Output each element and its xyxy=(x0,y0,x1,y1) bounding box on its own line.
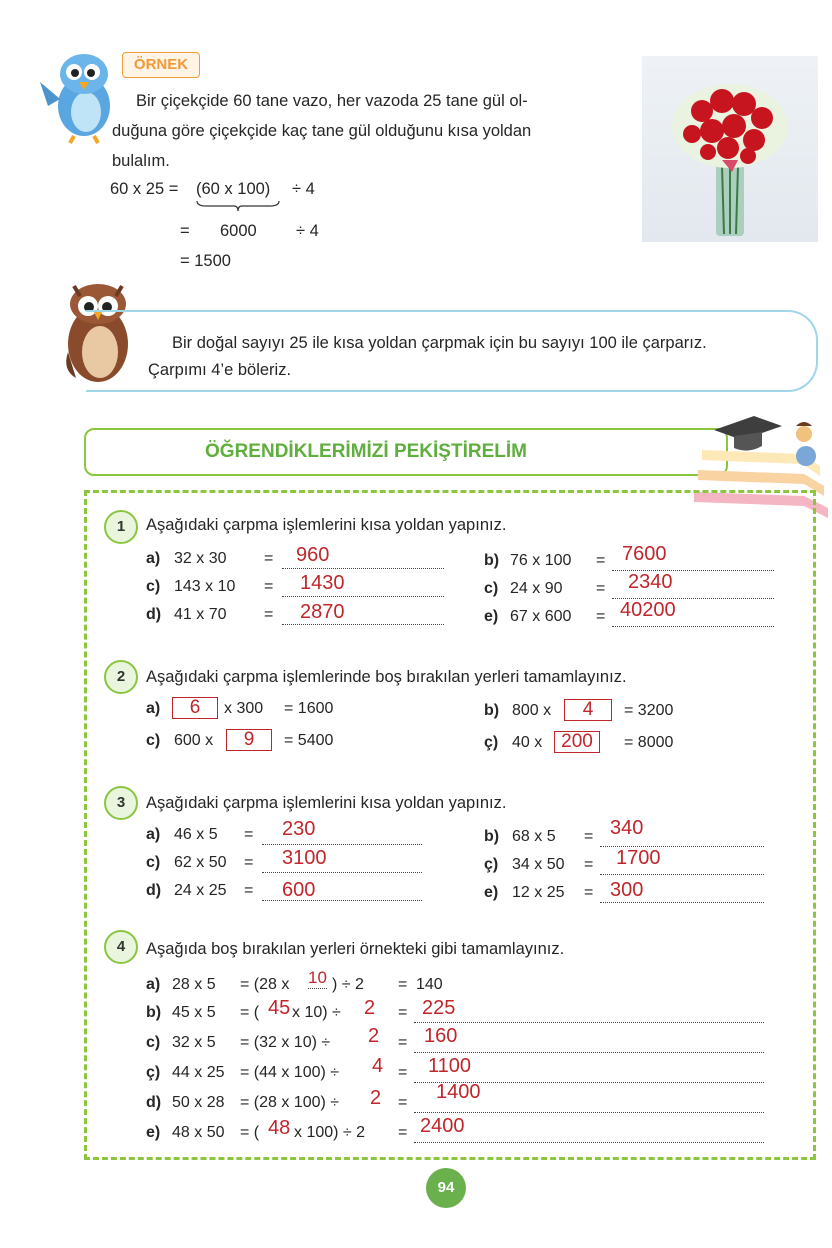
item-expr: 50 x 28 xyxy=(172,1094,225,1111)
blank-fill: 10 xyxy=(308,968,327,987)
answer: 40200 xyxy=(620,599,676,621)
item-expr: 67 x 600 xyxy=(510,608,572,625)
example-text-line: Bir çiçekçide 60 tane vazo, her vazoda 25 tane gül ol- xyxy=(136,92,528,110)
item-eq: = xyxy=(398,976,408,993)
answer: 7600 xyxy=(622,543,667,565)
item-step: = (44 x 100) ÷ xyxy=(240,1064,340,1081)
item-label: c) xyxy=(146,854,161,871)
underbrace xyxy=(196,200,280,212)
item-label: c) xyxy=(146,1034,161,1051)
answer: 2340 xyxy=(628,571,673,593)
item-eq: = xyxy=(264,550,274,567)
item-label: d) xyxy=(146,606,162,623)
item-eq: = xyxy=(584,856,594,873)
item-label: a) xyxy=(146,976,161,993)
item-label: b) xyxy=(484,552,500,569)
flower-vase-photo xyxy=(642,56,818,242)
item-label: c) xyxy=(146,578,161,595)
item-label: e) xyxy=(146,1124,161,1141)
item-label: e) xyxy=(484,884,499,901)
item-expr: 48 x 50 xyxy=(172,1124,225,1141)
item-expr: x 300 xyxy=(224,700,264,717)
answer-line xyxy=(414,1124,764,1143)
item-expr: 41 x 70 xyxy=(174,606,227,623)
answer: 230 xyxy=(282,818,316,840)
item-step: = ( xyxy=(240,1124,260,1141)
example-text-line: bulalım. xyxy=(112,152,170,170)
item-expr: 32 x 5 xyxy=(172,1034,216,1051)
calc-div: ÷ 4 xyxy=(296,222,319,240)
answer-box: 9 xyxy=(226,729,272,751)
answer: 3100 xyxy=(282,847,327,869)
answer-line xyxy=(414,1034,764,1053)
example-badge xyxy=(122,52,200,78)
item-label: ç) xyxy=(484,734,499,751)
item-expr: 45 x 5 xyxy=(172,1004,216,1021)
item-result: = 8000 xyxy=(624,734,674,751)
answer-box: 4 xyxy=(564,699,612,721)
tip-line: Bir doğal sayıyı 25 ile kısa yoldan çarpmak için bu sayıyı 100 ile çarparız. xyxy=(172,334,707,352)
item-label: b) xyxy=(146,1004,162,1021)
question-2-number: 2 xyxy=(104,660,138,694)
answer: 1430 xyxy=(300,572,345,594)
page-number: 94 xyxy=(437,1179,455,1196)
item-step: = (32 x 10) ÷ xyxy=(240,1034,331,1051)
item-expr: 12 x 25 xyxy=(512,884,565,901)
item-label: b) xyxy=(484,828,500,845)
item-step: = ( xyxy=(240,1004,260,1021)
section-title: ÖĞRENDİKLERİMİZİ PEKİŞTİRELİM xyxy=(205,441,527,462)
item-expr: 24 x 25 xyxy=(174,882,227,899)
item-label: c) xyxy=(484,580,499,597)
answer: 1100 xyxy=(428,1055,472,1077)
item-expr: 32 x 30 xyxy=(174,550,227,567)
question-3-prompt: Aşağıdaki çarpma işlemlerini kısa yoldan yapınız. xyxy=(146,794,507,812)
calc-group: (60 x 100) xyxy=(196,180,271,198)
item-step: ) ÷ 2 xyxy=(332,976,364,993)
answer-box: 200 xyxy=(554,731,600,753)
item-eq: = xyxy=(244,882,254,899)
answer: 340 xyxy=(610,817,644,839)
question-4-prompt: Aşağıda boş bırakılan yerleri örnekteki gibi tamamlayınız. xyxy=(146,940,565,958)
item-expr: 40 x xyxy=(512,734,543,751)
item-eq: = xyxy=(596,608,606,625)
item-result: = 3200 xyxy=(624,702,674,719)
blank-fill: 2 xyxy=(368,1025,380,1047)
item-step: x 10) ÷ xyxy=(292,1004,341,1021)
item-step: x 100) ÷ 2 xyxy=(294,1124,366,1141)
item-expr: 800 x xyxy=(512,702,552,719)
answer-box: 6 xyxy=(172,697,218,719)
item-result: = 5400 xyxy=(284,732,334,749)
item-eq: = xyxy=(264,606,274,623)
item-expr: 44 x 25 xyxy=(172,1064,225,1081)
blank-fill: 2 xyxy=(364,997,376,1019)
item-eq: = xyxy=(398,1124,408,1141)
item-expr: 28 x 5 xyxy=(172,976,216,993)
item-label: c) xyxy=(146,732,161,749)
item-result: = 1600 xyxy=(284,700,334,717)
item-eq: = xyxy=(596,552,606,569)
item-eq: = xyxy=(244,854,254,871)
bird-illustration xyxy=(34,44,124,144)
item-eq: = xyxy=(264,578,274,595)
item-label: b) xyxy=(484,702,500,719)
item-eq: = xyxy=(398,1034,408,1051)
item-expr: 600 x xyxy=(174,732,214,749)
answer: 960 xyxy=(296,544,330,566)
item-expr: 143 x 10 xyxy=(174,578,236,595)
item-eq: = xyxy=(398,1064,408,1081)
answer: 160 xyxy=(424,1025,458,1047)
calc-right: ÷ 4 xyxy=(292,180,315,198)
answer-line xyxy=(414,1004,764,1023)
question-3-number: 3 xyxy=(104,786,138,820)
answer: 1700 xyxy=(616,847,661,869)
item-eq: = xyxy=(584,884,594,901)
item-eq: = xyxy=(398,1004,408,1021)
item-expr: 62 x 50 xyxy=(174,854,227,871)
answer: 225 xyxy=(422,997,456,1019)
answer: 2870 xyxy=(300,601,345,623)
tip-text xyxy=(148,330,818,384)
question-4-number: 4 xyxy=(104,930,138,964)
question-1-number: 1 xyxy=(104,510,138,544)
item-label: a) xyxy=(146,550,161,567)
item-expr: 68 x 5 xyxy=(512,828,556,845)
blank-fill: 45 xyxy=(268,997,291,1019)
item-step: = (28 x 100) ÷ xyxy=(240,1094,340,1111)
item-expr: 76 x 100 xyxy=(510,552,572,569)
calc-result: = 1500 xyxy=(180,252,231,270)
item-expr: 34 x 50 xyxy=(512,856,565,873)
blank-fill: 48 xyxy=(268,1117,291,1139)
item-label: ç) xyxy=(146,1064,161,1081)
item-label: ç) xyxy=(484,856,499,873)
answer: 600 xyxy=(282,879,316,901)
calc-value: 6000 xyxy=(220,222,257,240)
item-label: e) xyxy=(484,608,499,625)
item-label: d) xyxy=(146,1094,162,1111)
item-label: a) xyxy=(146,826,161,843)
item-expr: 46 x 5 xyxy=(174,826,218,843)
question-1-prompt: Aşağıdaki çarpma işlemlerini kısa yoldan yapınız. xyxy=(146,516,507,534)
question-2-prompt: Aşağıdaki çarpma işlemlerinde boş bırakılan yerleri tamamlayınız. xyxy=(146,668,627,686)
item-expr: 24 x 90 xyxy=(510,580,563,597)
item-eq: = xyxy=(398,1094,408,1111)
calc-left: 60 x 25 = xyxy=(110,180,179,198)
example-text xyxy=(112,86,632,176)
item-eq: = xyxy=(584,828,594,845)
blank-fill: 4 xyxy=(372,1055,384,1077)
answer: 2400 xyxy=(420,1115,465,1137)
item-step: = (28 x xyxy=(240,976,290,993)
item-eq: = xyxy=(596,580,606,597)
item-label: d) xyxy=(146,882,162,899)
blank-fill: 2 xyxy=(370,1087,382,1109)
answer: 300 xyxy=(610,879,644,901)
tip-line: Çarpımı 4’e böleriz. xyxy=(148,361,292,379)
section-title-box xyxy=(84,428,728,476)
answer: 140 xyxy=(416,976,443,993)
example-badge-label: ÖRNEK xyxy=(133,56,189,73)
item-label: a) xyxy=(146,700,161,717)
calc-eq: = xyxy=(180,222,190,240)
item-eq: = xyxy=(244,826,254,843)
page-number-badge xyxy=(426,1168,466,1208)
example-text-line: duğuna göre çiçekçide kaç tane gül olduğunu kısa yoldan xyxy=(112,122,532,140)
answer: 1400 xyxy=(436,1081,481,1103)
example-calculation xyxy=(110,180,410,280)
